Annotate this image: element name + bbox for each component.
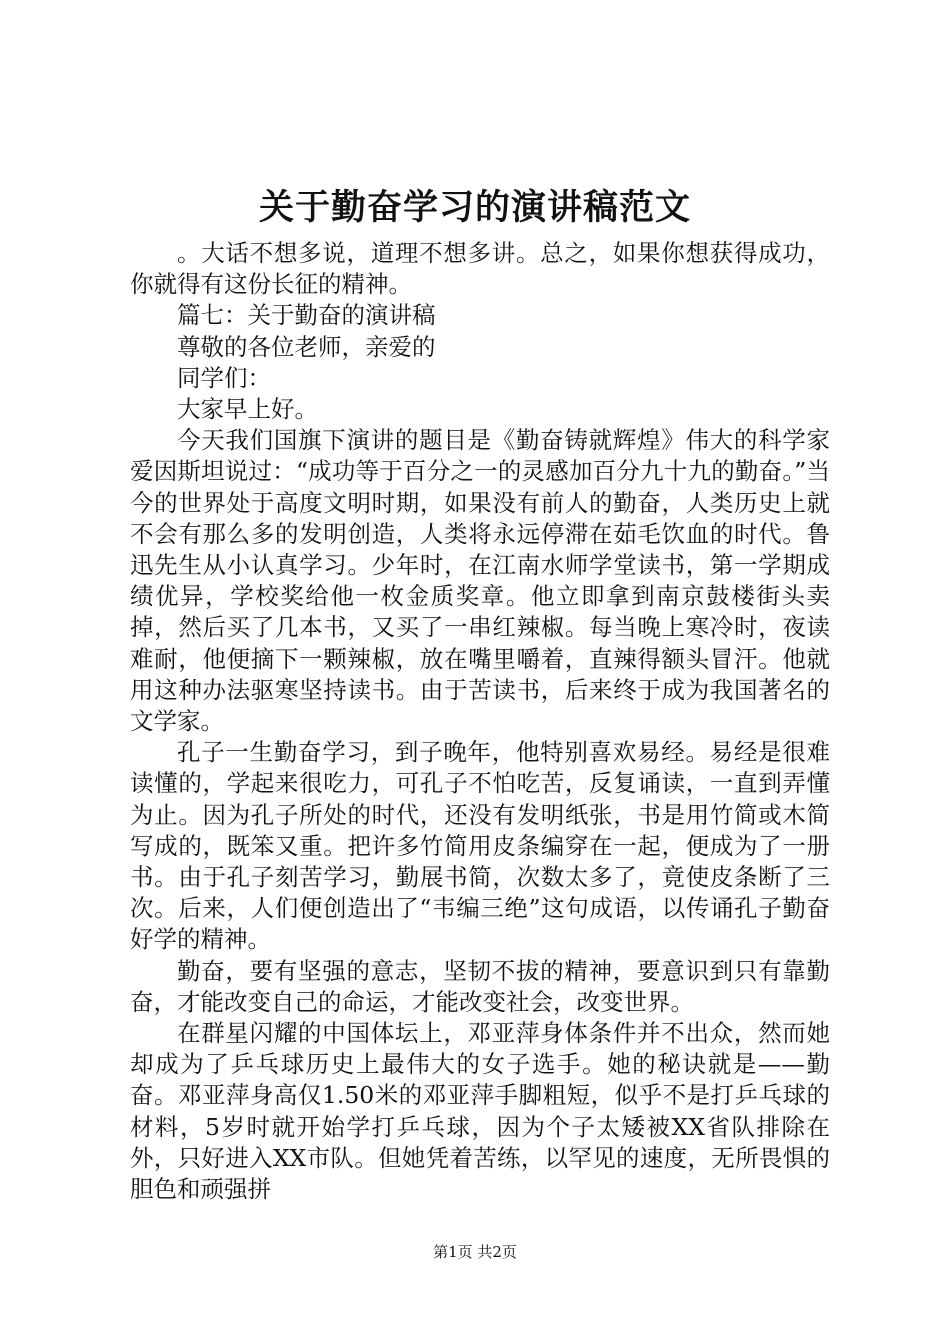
paragraph: 大家早上好。 [177, 395, 318, 424]
paragraph: 同学们： [177, 363, 271, 392]
document-body [130, 238, 830, 1205]
paragraph: 。大话不想多说，道理不想多讲。总之，如果你想获得成功，你就得有这份长征的精神。 [130, 239, 830, 299]
paragraph: 篇七：关于勤奋的演讲稿 [177, 301, 436, 330]
paragraph: 勤奋，要有坚强的意志，坚韧不拔的精神，要意识到只有靠勤奋，才能改变自己的命运，才能改变社会，改变世界。 [130, 956, 830, 1016]
paragraph: 尊敬的各位老师，亲爱的 [177, 332, 436, 361]
page-number-footer: 第1页 共2页 [433, 1243, 517, 1261]
paragraph: 孔子一生勤奋学习，到子晚年，他特别喜欢易经。易经是很难读懂的，学起来很吃力，可孔子不怕吃苦，反复诵读，一直到弄懂为止。因为孔子所处的时代，还没有发明纸张，书是用竹简或木简写成的，既笨又重。把许多竹简用皮条编穿在一起，便成为了一册书。由于孔子刻苦学习，勤展书简，次数太多了，竟使皮条断了三次。后来，人们便创造出了“韦编三绝”这句成语，以传诵孔子勤奋好学的精神。 [130, 738, 830, 954]
paragraph: 在群星闪耀的中国体坛上，邓亚萍身体条件并不出众，然而她却成为了乒乓球历史上最伟大的女子选手。她的秘诀就是——勤奋。邓亚萍身高仅1.50米的邓亚萍手脚粗短，似乎不是打乒乓球的材料，5岁时就开始学打乒乓球，因为个子太矮被XX省队排除在外，只好进入XX市队。但她凭着苦练，以罕见的速度，无所畏惧的胆色和顽强拼 [130, 1019, 830, 1204]
document-title: 关于勤奋学习的演讲稿范文 [258, 187, 691, 228]
paragraph: 今天我们国旗下演讲的题目是《勤奋铸就辉煌》伟大的科学家爱因斯坦说过：“成功等于百分之一的灵感加百分九十九的勤奋。”当今的世界处于高度文明时期，如果没有前人的勤奋，人类历史上就不会有那么多的发明创造，人类将永远停滞在茹毛饮血的时代。鲁迅先生从小认真学习。少年时，在江南水师学堂读书，第一学期成绩优异，学校奖给他一枚金质奖章。他立即拿到南京鼓楼街头卖掉，然后买了几本书，又买了一串红辣椒。每当晚上寒冷时，夜读难耐，他便摘下一颗辣椒，放在嘴里嚼着，直辣得额头冒汗。他就用这种办法驱寒坚持读书。由于苦读书，后来终于成为我国著名的文学家。 [130, 426, 830, 736]
